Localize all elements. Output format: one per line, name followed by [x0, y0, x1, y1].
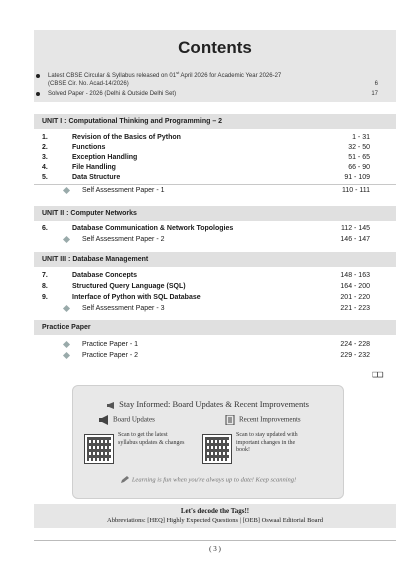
chapter-row[interactable]: [34, 271, 396, 280]
preliminary-list: [34, 72, 396, 98]
chapter-title: File Handling: [72, 164, 116, 171]
diamond-icon: [63, 187, 70, 194]
practice-paper-pages: 229 - 232: [340, 352, 370, 359]
recent-improvements-text: Scan to stay updated with important changes in the book!: [236, 432, 298, 453]
qr-code-recent-improvements[interactable]: [202, 434, 232, 464]
page-title: Contents: [178, 38, 252, 57]
chapter-title: Data Structure: [72, 174, 121, 181]
solved-paper-page: 17: [371, 91, 378, 97]
qr-code-board-updates[interactable]: [84, 434, 114, 464]
board-updates-label: Board Updates: [113, 415, 155, 424]
practice-paper-heading: Practice Paper: [34, 320, 396, 335]
diamond-icon: [63, 236, 70, 243]
megaphone-icon: [98, 415, 110, 425]
diamond-icon: [63, 352, 70, 359]
chapter-number: 1.: [42, 134, 48, 141]
practice-paper-row[interactable]: [34, 340, 396, 349]
chapter-title: Revision of the Basics of Python: [72, 134, 181, 141]
chapter-title: Interface of Python with SQL Database: [72, 294, 201, 301]
self-assessment-row[interactable]: [34, 186, 396, 195]
diamond-icon: [63, 341, 70, 348]
chapter-row[interactable]: [34, 153, 396, 162]
chapter-pages: 91 - 109: [344, 174, 370, 181]
chapter-row[interactable]: [34, 133, 396, 142]
chapter-row[interactable]: [34, 163, 396, 172]
chapter-number: 6.: [42, 225, 48, 232]
unit-2-heading: UNIT II : Computer Networks: [34, 206, 396, 221]
board-updates-text: Scan to get the latest syllabus updates & changes: [118, 432, 185, 446]
chapter-pages: 51 - 65: [348, 154, 370, 161]
practice-paper-title: Practice Paper - 1: [82, 341, 139, 348]
tags-abbreviations: Abbreviations: [HEQ] Highly Expected Questions | [OEB] Oswaal Editorial Board: [107, 517, 323, 524]
self-assessment-row[interactable]: [34, 304, 396, 313]
sap-pages: 221 - 223: [340, 305, 370, 312]
pre-item-circular[interactable]: [34, 72, 396, 88]
bullet-icon: [36, 74, 40, 78]
chapter-row[interactable]: [34, 293, 396, 302]
chapter-pages: 201 - 220: [340, 294, 370, 301]
circular-sup: st: [176, 70, 180, 75]
end-mark: ❑❑: [372, 372, 383, 379]
circular-text-a: Latest CBSE Circular & Syllabus released on 01: [48, 73, 177, 79]
chapter-pages: 32 - 50: [348, 144, 370, 151]
sap-pages: 110 - 111: [341, 187, 370, 194]
tagline-text: Learning is fun when you're always up to date! Keep scanning!: [131, 476, 297, 484]
chapter-row[interactable]: [34, 224, 396, 233]
circular-page: 6: [374, 81, 378, 87]
chapter-pages: 66 - 90: [348, 164, 370, 171]
recent-improvements-head: [224, 415, 301, 425]
chapter-title: Database Concepts: [72, 272, 137, 279]
recent-improvements-label: Recent Improvements: [239, 415, 301, 424]
practice-paper-title: Practice Paper - 2: [82, 352, 139, 359]
page-number: ( 3 ): [209, 545, 221, 553]
chapter-number: 9.: [42, 294, 48, 301]
sap-pages: 146 - 147: [340, 236, 370, 243]
chapter-title: Exception Handling: [72, 154, 138, 161]
tags-title: Let's decode the Tags!!: [180, 507, 250, 515]
solved-paper-text: Solved Paper - 2026 (Delhi & Outside Delhi Set): [48, 91, 177, 97]
chapter-number: 4.: [42, 164, 48, 171]
circular-text-b: April 2026 for Academic Year 2026-27: [179, 73, 282, 79]
chapter-row[interactable]: [34, 282, 396, 291]
chapter-title: Structured Query Language (SQL): [72, 283, 186, 290]
info-tagline: [72, 476, 344, 484]
sap-title: Self Assessment Paper - 2: [82, 236, 165, 243]
unit-1-heading: UNIT I : Computational Thinking and Programming – 2: [34, 114, 396, 129]
document-icon: [224, 415, 236, 425]
chapter-title: Functions: [72, 144, 106, 151]
board-updates-head: [98, 415, 155, 425]
sap-title: Self Assessment Paper - 3: [82, 305, 165, 312]
chapter-number: 8.: [42, 283, 48, 290]
chapter-pages: 112 - 145: [340, 225, 370, 232]
footer-rule: [34, 540, 396, 541]
divider: [34, 184, 396, 185]
practice-paper-pages: 224 - 228: [340, 341, 370, 348]
megaphone-icon: [107, 402, 116, 409]
chapter-pages: 1 - 31: [352, 134, 370, 141]
chapter-number: 2.: [42, 144, 48, 151]
sap-title: Self Assessment Paper - 1: [82, 187, 165, 194]
chapter-row[interactable]: [34, 173, 396, 182]
chapter-number: 7.: [42, 272, 48, 279]
chapter-title: Database Communication & Network Topologies: [72, 225, 234, 232]
bullet-icon: [36, 92, 40, 96]
circular-text-line2: (CBSE Cir. No. Acad-14/2026): [48, 81, 129, 87]
self-assessment-row[interactable]: [34, 235, 396, 244]
practice-paper-row[interactable]: [34, 351, 396, 360]
chapter-pages: 148 - 163: [340, 272, 370, 279]
chapter-number: 3.: [42, 154, 48, 161]
chapter-row[interactable]: [34, 143, 396, 152]
info-title: [72, 399, 344, 409]
info-title-text: Stay Informed: Board Updates & Recent Improvements: [119, 399, 309, 409]
chapter-number: 5.: [42, 174, 48, 181]
pencil-icon: [120, 476, 130, 484]
unit-3-heading: UNIT III : Database Management: [34, 252, 396, 267]
diamond-icon: [63, 305, 70, 312]
chapter-pages: 164 - 200: [340, 283, 370, 290]
pre-item-solved-paper[interactable]: [34, 90, 396, 98]
